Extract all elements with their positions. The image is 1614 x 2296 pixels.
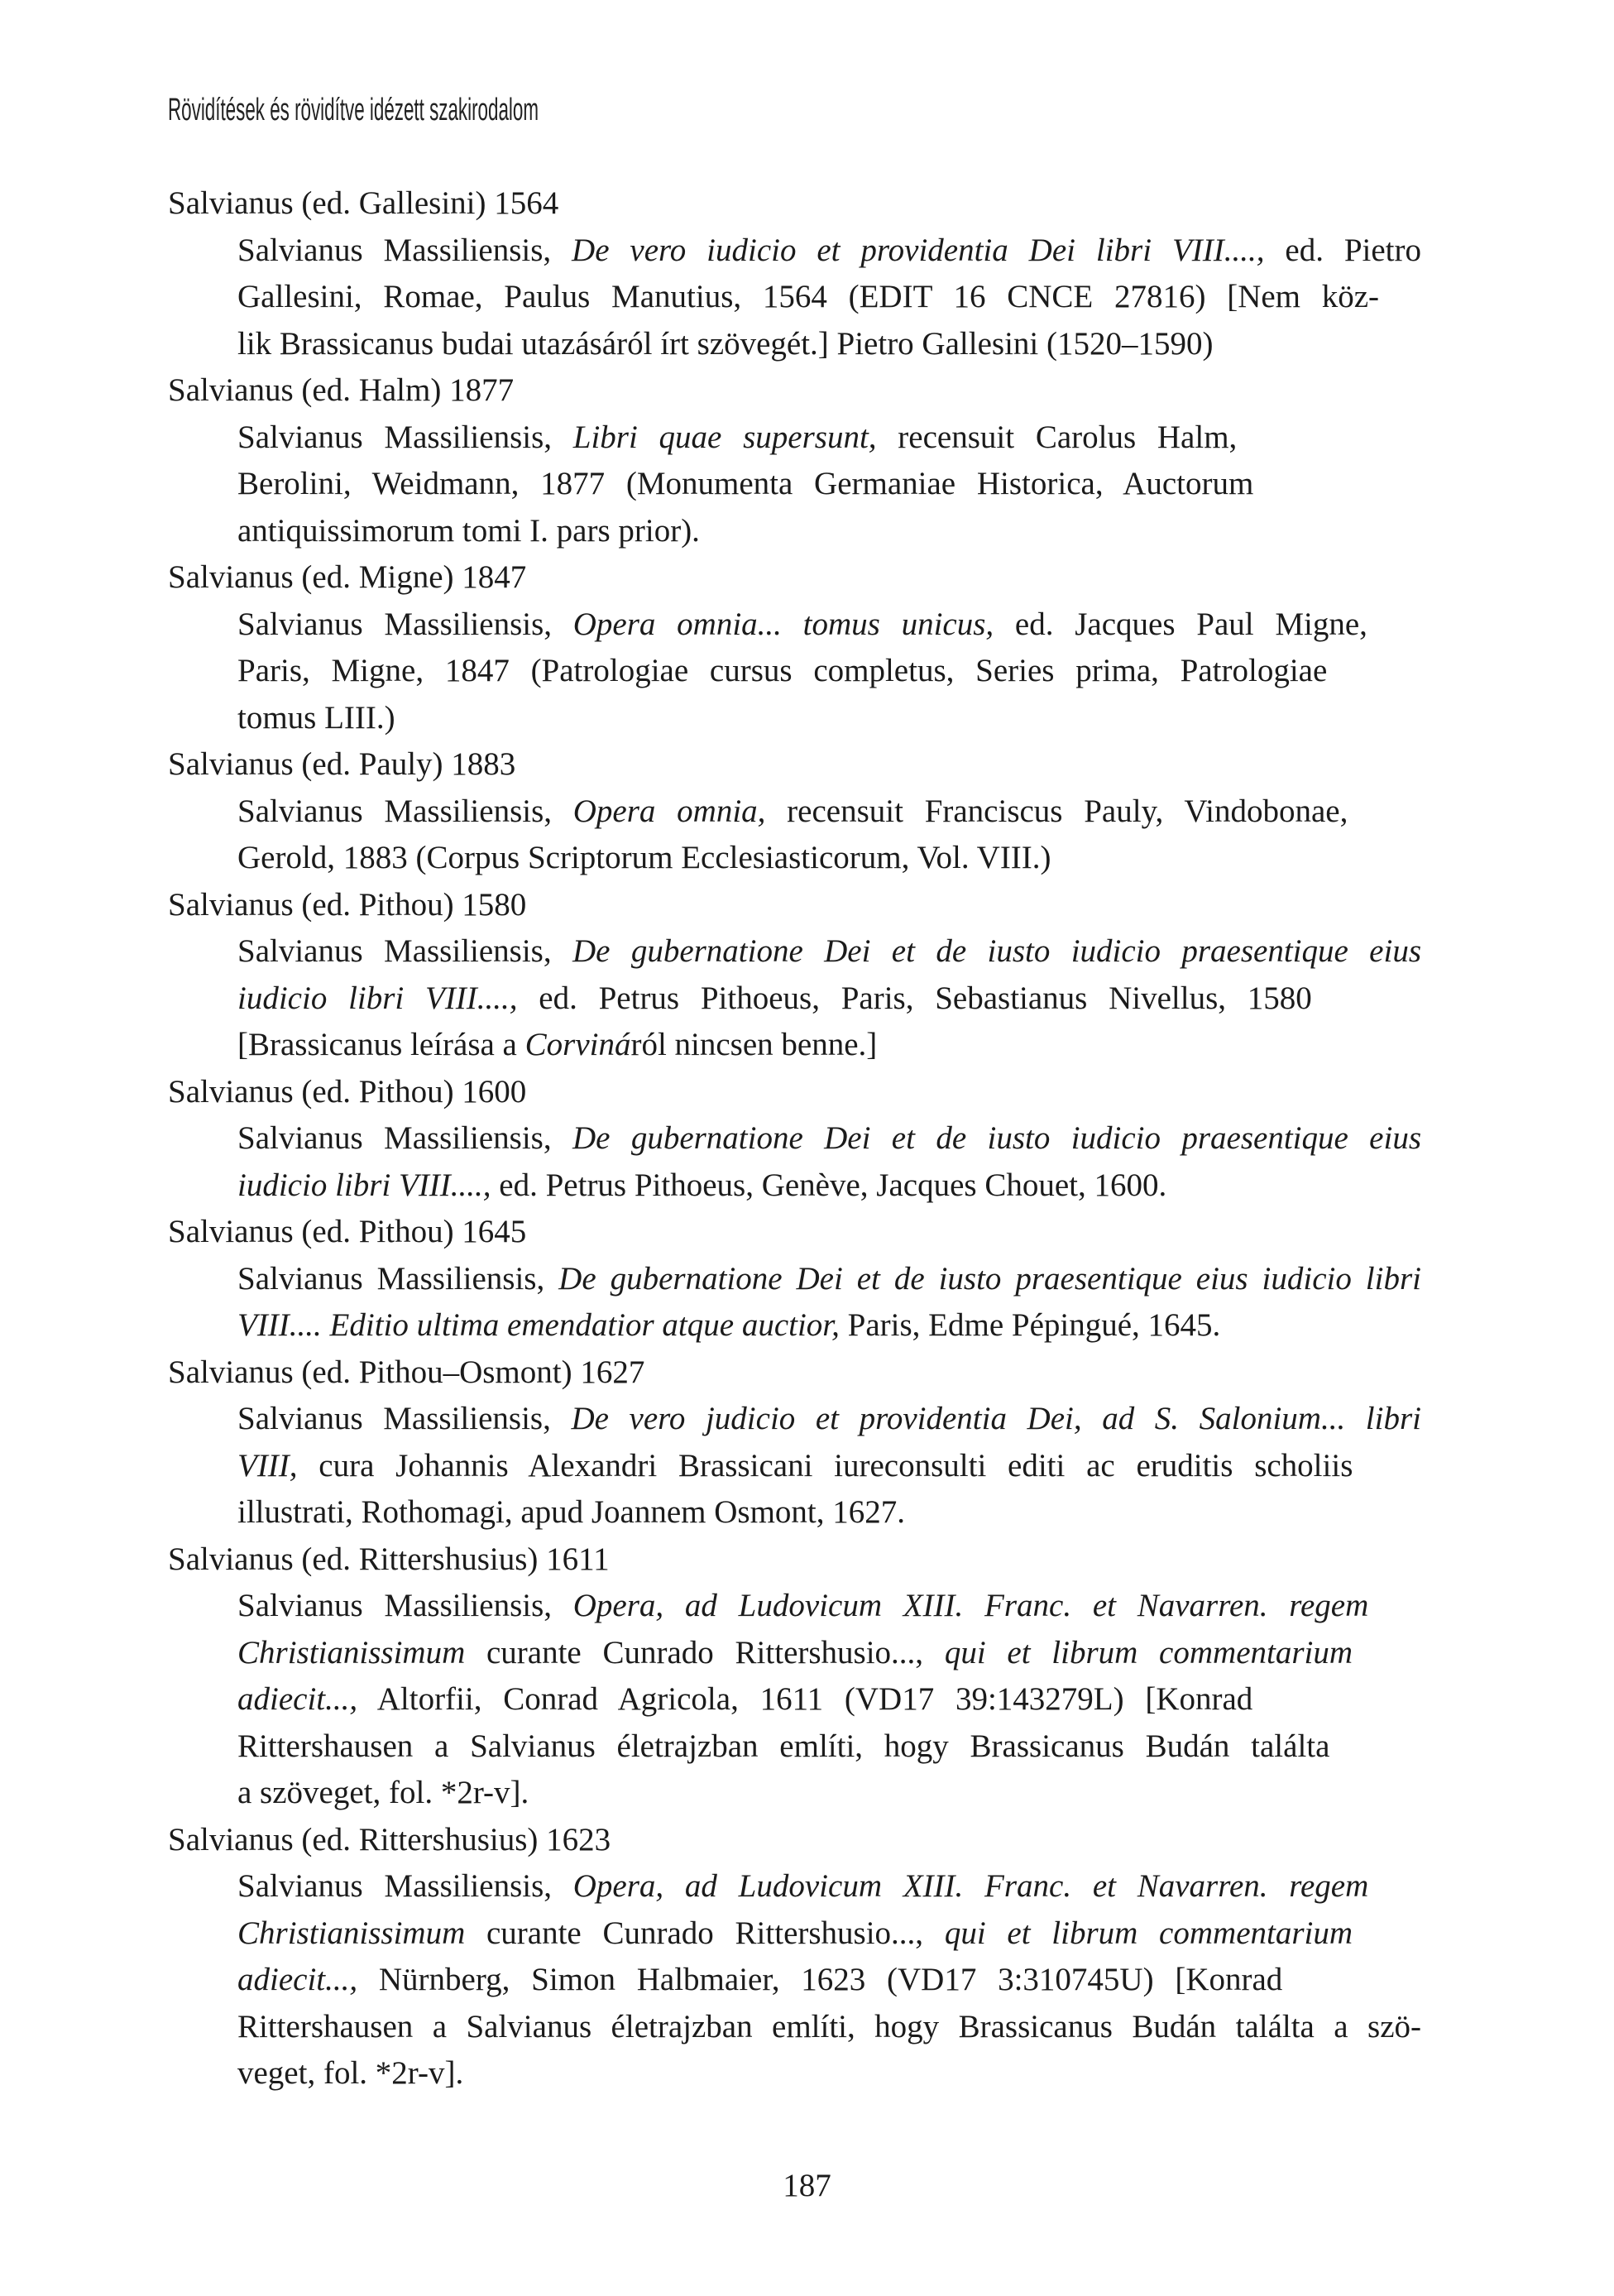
entry-line (168, 1256, 1421, 1303)
entry-line (168, 1396, 1421, 1443)
entry-line (168, 1910, 1421, 1958)
entry-line-text (237, 326, 1213, 362)
running-header-text: Rövidítések és rövidítve idézett szakirodalom (168, 93, 539, 127)
entry-line-text (237, 1448, 1353, 1484)
entry-line-text (237, 606, 1367, 642)
entry-heading: Salvianus (ed. Pithou–Osmont) 1627 (168, 1354, 645, 1390)
text-segment: Nürnberg, Simon Halbmaier, 1623 (VD17 3:310745U) [Konrad (357, 1962, 1283, 1997)
text-segment: tomus LIII.) (237, 699, 395, 736)
italic-segment: Opera, ad Ludovicum XIII. Franc. et Navarren. regem (572, 1588, 1369, 1623)
text-segment: Paris, Migne, 1847 (Patrologiae cursus completus, Series prima, Patrologiae (237, 653, 1328, 688)
italic-segment: VIII, (237, 1447, 298, 1484)
entry-heading: Salvianus (ed. Pithou) 1600 (168, 1073, 527, 1110)
entry-line-text (237, 700, 395, 736)
entry-line (168, 1723, 1421, 1771)
bibliography-entry (168, 180, 1421, 367)
text-segment: curante Cunrado Rittershusio..., (465, 1915, 945, 1951)
entry-line-text (237, 653, 1327, 688)
entry-heading: Salvianus (ed. Pithou) 1580 (168, 886, 527, 923)
entry-line (168, 274, 1421, 321)
entry-line-text (237, 1681, 1252, 1717)
entry-line-text (237, 2055, 463, 2091)
entry-line-text (237, 1167, 1166, 1203)
entry-line (168, 835, 1421, 882)
entry-line (168, 1957, 1421, 2004)
bibliography-entry (168, 367, 1421, 554)
entry-heading: Salvianus (ed. Migne) 1847 (168, 559, 527, 595)
italic-segment: qui et librum commentarium (944, 1915, 1353, 1951)
entry-heading: Salvianus (ed. Pauly) 1883 (168, 746, 516, 782)
entry-line-text (237, 980, 1312, 1016)
entry-line (168, 975, 1421, 1023)
text-segment: Salvianus Massiliensis, (237, 419, 573, 455)
entry-line-text (237, 1868, 1368, 1904)
text-segment: Salvianus Massiliensis, (237, 1868, 573, 1904)
entry-heading: Salvianus (ed. Pithou) 1645 (168, 1214, 527, 1249)
entry-line (168, 228, 1421, 275)
entry-line-text (237, 232, 1421, 268)
bibliography-entry (168, 741, 1421, 882)
entry-line-text (237, 279, 1379, 314)
italic-segment: Corviná (524, 1027, 631, 1062)
bibliography-entry (168, 882, 1421, 1069)
italic-segment: VIII.... Editio ultima emendatior atque auctior, (237, 1307, 840, 1343)
bibliography-entry (168, 1536, 1421, 1817)
entry-line-text (237, 2009, 1421, 2044)
text-segment: ed. Jacques Paul Migne, (994, 606, 1367, 642)
entry-line-text (237, 933, 1421, 969)
running-header (168, 93, 797, 129)
text-segment: recensuit Franciscus Pauly, Vindobonae, (765, 793, 1348, 829)
italic-segment: Christianissimum (237, 1915, 466, 1951)
entry-line (168, 1630, 1421, 1677)
entry-line-text (237, 1307, 1220, 1343)
entry-line (168, 2050, 1421, 2097)
italic-segment: iudicio libri VIII...., (237, 1167, 491, 1203)
italic-segment: qui et librum commentarium (944, 1634, 1353, 1670)
entry-line (168, 321, 1421, 368)
entry-heading: Salvianus (ed. Rittershusius) 1611 (168, 1541, 610, 1577)
text-segment: Salvianus Massiliensis, (237, 606, 573, 642)
entry-line (168, 928, 1421, 975)
italic-segment: iudicio libri VIII...., (237, 980, 518, 1016)
entry-heading: Salvianus (ed. Rittershusius) 1623 (168, 1821, 611, 1857)
italic-segment: De gubernatione Dei et de iusto iudicio praesentique eius (572, 1120, 1421, 1156)
text-segment: Salvianus Massiliensis, (237, 1260, 559, 1297)
text-segment: Salvianus Massiliensis, (237, 1401, 572, 1436)
text-segment: antiquissimorum tomi I. pars prior). (237, 512, 700, 549)
text-segment: ed. Petrus Pithoeus, Genève, Jacques Chouet, 1600. (491, 1167, 1167, 1203)
italic-segment: De vero iudicio et providentia Dei libri VIII...., (572, 232, 1265, 268)
bibliography-entry (168, 554, 1421, 741)
entry-line-text (237, 1915, 1353, 1951)
text-segment: Rittershausen a Salvianus életrajzban említi, hogy Brassicanus Budán találta a szö- (237, 2008, 1421, 2044)
entry-line (168, 602, 1421, 649)
entry-line-text (237, 1588, 1368, 1623)
italic-segment: Opera omnia, (572, 793, 766, 829)
text-segment: cura Johannis Alexandri Brassicani iureconsulti editi ac eruditis scholiis (297, 1447, 1353, 1484)
italic-segment: Opera, ad Ludovicum XIII. Franc. et Navarren. regem (572, 1868, 1369, 1904)
entry-line (168, 1302, 1421, 1349)
entry-line-text (237, 1775, 529, 1810)
text-segment: lik Brassicanus budai utazásáról írt szövegét.] Pietro Gallesini (1520–1590) (237, 325, 1214, 362)
text-segment: Salvianus Massiliensis, (237, 232, 572, 268)
text-segment: veget, fol. *2r-v]. (237, 2055, 464, 2091)
entry-line-text (237, 793, 1348, 829)
entry-line-text (237, 1027, 877, 1062)
italic-segment: adiecit..., (237, 1681, 358, 1717)
entry-line-text (237, 513, 700, 549)
italic-segment: De gubernatione Dei et de iusto iudicio praesentique eius (572, 933, 1421, 969)
entry-line-text (237, 1962, 1282, 1997)
text-segment: Berolini, Weidmann, 1877 (Monumenta Germaniae Historica, Auctorum (237, 466, 1254, 501)
entry-line-text (237, 1401, 1421, 1436)
text-segment: Paris, Edme Pépingué, 1645. (839, 1307, 1221, 1343)
entry-line-text (237, 1120, 1421, 1156)
italic-segment: Christianissimum (237, 1634, 466, 1670)
entry-heading: Salvianus (ed. Gallesini) 1564 (168, 185, 559, 221)
entry-line (168, 1443, 1421, 1490)
entry-line (168, 789, 1421, 836)
text-segment: Salvianus Massiliensis, (237, 1120, 572, 1156)
italic-segment: De vero judicio et providentia Dei, ad S. Salonium... libri (571, 1401, 1421, 1436)
italic-segment: Libri quae supersunt, (572, 419, 877, 455)
entry-line (168, 1583, 1421, 1630)
text-segment: illustrati, Rothomagi, apud Joannem Osmont, 1627. (237, 1494, 906, 1530)
entry-line-text (237, 419, 1237, 455)
entry-heading: Salvianus (ed. Halm) 1877 (168, 372, 515, 408)
text-segment: ról nincsen benne.] (630, 1027, 878, 1062)
entry-line (168, 1162, 1421, 1210)
entry-line (168, 648, 1421, 695)
entry-line (168, 1770, 1421, 1817)
entry-line (168, 415, 1421, 462)
text-segment: a szöveget, fol. *2r-v]. (237, 1775, 529, 1810)
text-segment: Salvianus Massiliensis, (237, 933, 572, 969)
text-segment: Gerold, 1883 (Corpus Scriptorum Ecclesiasticorum, Vol. VIII.) (237, 840, 1051, 875)
entry-line (168, 695, 1421, 742)
text-segment: ed. Petrus Pithoeus, Paris, Sebastianus Nivellus, 1580 (517, 980, 1312, 1016)
bibliography-entry (168, 1349, 1421, 1536)
text-segment: Altorfii, Conrad Agricola, 1611 (VD17 39:143279L) [Konrad (357, 1681, 1253, 1717)
text-segment: curante Cunrado Rittershusio..., (465, 1634, 945, 1670)
entry-line (168, 1489, 1421, 1536)
text-segment: ed. Pietro (1264, 232, 1421, 268)
text-segment: [Brassicanus leírása a (237, 1027, 525, 1062)
text-segment: Salvianus Massiliensis, (237, 793, 573, 829)
page-number: 187 (783, 2168, 831, 2203)
entry-line-text (237, 1728, 1329, 1764)
entry-line-text (237, 840, 1051, 875)
text-segment: Gallesini, Romae, Paulus Manutius, 1564 (EDIT 16 CNCE 27816) [Nem köz- (237, 279, 1380, 314)
bibliography-entry (168, 1069, 1421, 1210)
entry-line (168, 2004, 1421, 2051)
entry-line (168, 461, 1421, 508)
italic-segment: Opera omnia... tomus unicus, (572, 606, 994, 642)
italic-segment: adiecit..., (237, 1962, 358, 1997)
entry-line-text (237, 1635, 1353, 1670)
entry-line (168, 508, 1421, 555)
text-segment: recensuit Carolus Halm, (876, 419, 1238, 455)
italic-segment: De gubernatione Dei et de iusto praesentique eius iudicio libri (558, 1260, 1421, 1297)
entry-line (168, 1115, 1421, 1162)
entry-line-text (237, 1261, 1421, 1297)
text-segment: Rittershausen a Salvianus életrajzban említi, hogy Brassicanus Budán találta (237, 1728, 1330, 1764)
text-segment: Salvianus Massiliensis, (237, 1588, 573, 1623)
entry-line (168, 1863, 1421, 1910)
entry-line-text (237, 466, 1253, 501)
entry-line (168, 1022, 1421, 1069)
bibliography-entry (168, 1209, 1421, 1349)
entry-line (168, 1676, 1421, 1723)
entry-line-text (237, 1494, 905, 1530)
bibliography-entry (168, 1817, 1421, 2097)
bibliography-list (168, 180, 1421, 2097)
